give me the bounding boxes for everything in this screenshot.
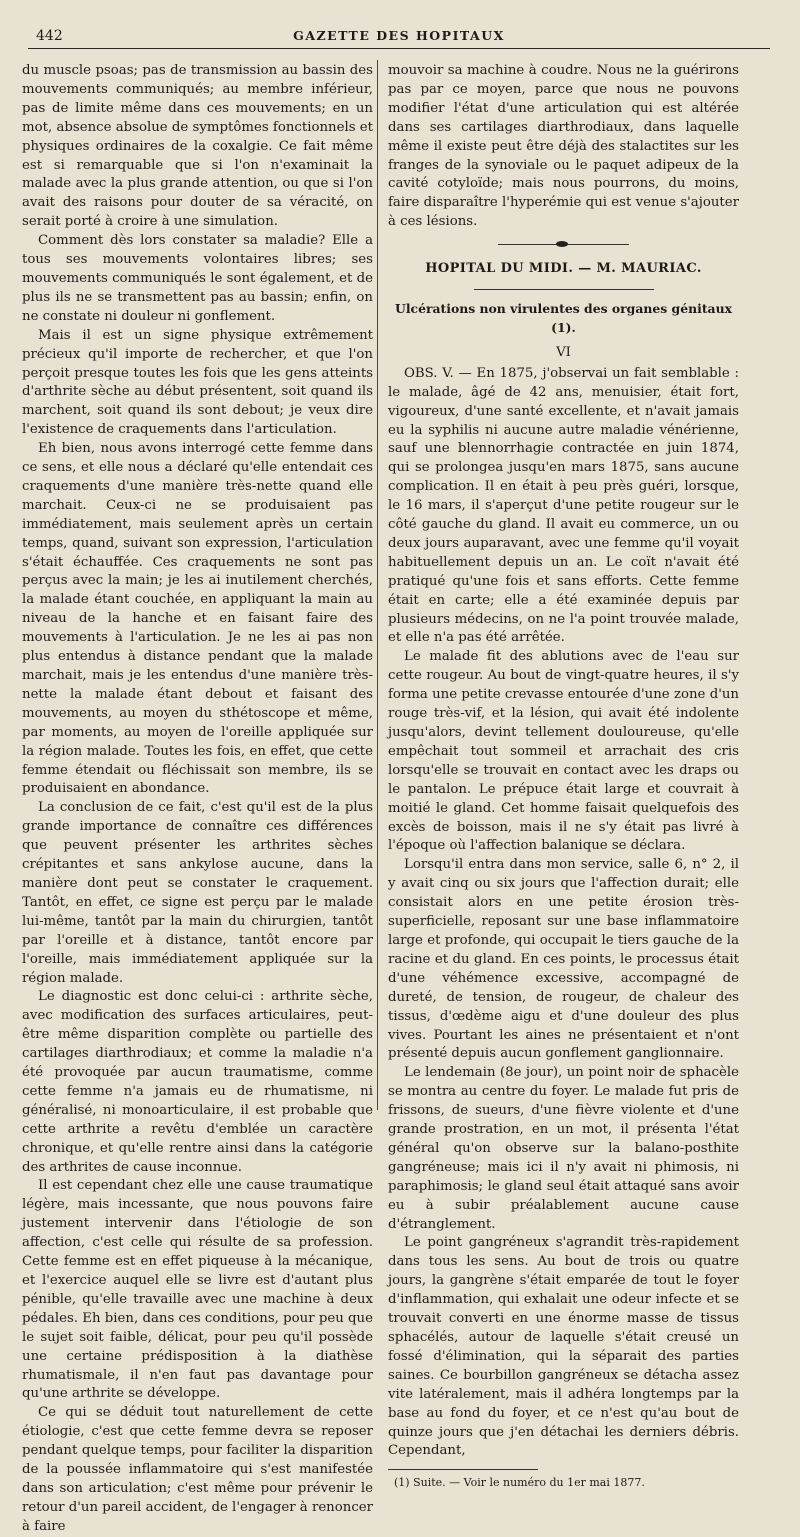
paragraph: Comment dès lors constater sa maladie? Elle a tous ses mouvements volontaires libres; ses mouvements communiqués le sont également, et de plus ils ne se transmettent pas au bassin; enfin, on ne constate ni douleur ni gonflement. (22, 233, 373, 324)
paragraph: Ce qui se déduit tout naturellement de cette étiologie, c'est que cette femme devra se reposer pendant quelque temps, pour faciliter la disparition de la poussée inflammatoire qui s'est manifestée dans son articulation; c'est même pour prévenir le retour d'un pareil accident, de l'engager à renoncer à faire (22, 1405, 373, 1534)
paragraph: Le diagnostic est donc celui-ci : arthrite sèche, avec modification des surfaces articulaires, peut-être même disparition complète ou partielle des cartilages diarthrodiaux; et comme la maladie n'a été provoquée par aucun traumatisme, comme cette femme n'a jamais eu de rhumatisme, ni généralisé, ni monoarticulaire, il est probable que cette arthrite a revêtu d'emblée un caractère chronique, et qu'elle rentre ainsi dans la catégorie des arthrites de cause inconnue. (22, 989, 373, 1175)
footnote: (1) Suite. — Voir le numéro du 1er mai 1877. (394, 1476, 645, 1490)
section-number: VI (556, 344, 571, 360)
paragraph: du muscle psoas; pas de transmission au bassin des mouvements communiqués; au membre inférieur, pas de limite même dans ces mouvements; en un mot, absence absolue de symptômes fonctionnels et physiques ordinaires de la coxalgie. Ce fait même est si remarquable que si l'on n'examinait la malade avec la plus grande attention, ou que si l'on avait des raisons pour douter de sa véracité, on serait porté à croire à une simulation. (22, 63, 373, 230)
column-divider (377, 60, 378, 1110)
footnote-rule (388, 1469, 538, 1470)
paragraph: Lorsqu'il entra dans mon service, salle 6, n° 2, il y avait cinq ou six jours que l'affection durait; elle consistait alors en une petite érosion très-superficielle, reposant sur une base inflammatoire large et profonde, qui occupait le tiers gauche de la racine et du gland. En ces points, le processus était d'une véhémence excessive, accompagné de dureté, de tension, de rougeur, de chaleur des tissus, d'œdème aigu et d'une douleur des plus vives. Pourtant les aines ne présentaient et n'ont présenté depuis aucun gonflement ganglionnaire. (388, 857, 739, 1062)
heading-rule (474, 289, 654, 290)
paragraph: mouvoir sa machine à coudre. Nous ne la guérirons pas par ce moyen, parce que nous ne pouvons modifier l'état d'une articulation qui est altérée dans ses cartilages diarthrodiaux, dans laquelle même il existe peut être déjà des stalactites sur les franges de la synoviale ou le paquet adipeux de la cavité cotyloïde; mais nous pourrons, du moins, faire disparaître l'hyperémie qui est venue s'ajouter à ces lésions. (388, 63, 739, 230)
paragraph: Mais il est un signe physique extrêmement précieux qu'il importe de rechercher, et que l'on perçoit presque toutes les fois que les gens atteints d'arthrite sèche au début présentent, soit quand ils marchent, soit quand ils sont debout; je veux dire l'existence de craquements dans l'articulation. (22, 327, 373, 438)
left-column (22, 62, 373, 1537)
page-header (30, 26, 768, 48)
hospital-heading: HOPITAL DU MIDI. — M. MAURIAC. (425, 261, 702, 277)
paragraph: Eh bien, nous avons interrogé cette femme dans ce sens, et elle nous a déclaré qu'elle entendait ces craquements d'une manière très-nette quand elle marchait. Ceux-ci ne se produisaient pas immédiatement, mais seulement après un certain temps, quand, suivant son expression, l'articulation s'était échauffée. Ces craquements ne sont pas perçus avec la main; je les ai inutilement cherchés, la malade étant couchée, en appliquant la main au niveau de la hanche et en faisant faire des mouvements à l'articulation. Je ne les ai pas non plus entendus à distance pendant que la malade marchait, mais je les entendus d'une manière très-nette la malade étant debout et faisant des mouvements, au moyen du sthétoscope et même, par moments, au moyen de l'oreille appliquée sur la région malade. Toutes les fois, en effet, que cette femme étendait ou fléchissait son membre, ils se produisaient en abondance. (22, 441, 373, 797)
paragraph: Il est cependant chez elle une cause traumatique légère, mais incessante, que nous pouvons faire justement intervenir dans l'étiologie de son affection, c'est celle qui résulte de sa profession. Cette femme est en effet piqueuse à la mécanique, et l'exercice auquel elle se livre est d'autant plus pénible, qu'elle travaille avec une machine à deux pédales. Eh bien, dans ces conditions, pour peu que le sujet soit faible, délicat, pour peu qu'il possède une certaine prédisposition à la diathèse rhumatismale, il n'en faut pas davantage pour qu'une arthrite se développe. (22, 1178, 373, 1402)
article-title: Ulcérations non virulentes des organes génitaux (1). (395, 301, 732, 335)
paragraph: La conclusion de ce fait, c'est qu'il est de la plus grande importance de connaître ces différences que peuvent présenter les arthrites sèches crépitantes et sans ankylose aucune, dans la manière dont peut se constater le craquement. Tantôt, en effet, ce signe est perçu par le malade lui-même, tantôt par la main du chirurgien, tantôt par l'oreille et à distance, tantôt encore par l'oreille, mais immédiatement appliquée sur la région malade. (22, 800, 373, 986)
masthead: GAZETTE DES HOPITAUX (293, 28, 505, 43)
paragraph: OBS. V. — En 1875, j'observai un fait semblable : le malade, âgé de 42 ans, menuisier, était fort, vigoureux, d'une santé excellente, et n'avait jamais eu la syphilis ni aucune autre maladie vénérienne, sauf une blennorrhagie contractée en juin 1874, qui se prolongea jusqu'en mars 1875, sans aucune complication. Il en était à peu près guéri, lorsque, le 16 mars, il s'aperçut d'une petite rougeur sur le côté gauche du gland. Il avait eu commerce, un ou deux jours auparavant, avec une femme qu'il voyait habituellement depuis un an. Le coït n'avait été pratiqué qu'une fois et sans efforts. Cette femme était en carte; elle a été examinée depuis par plusieurs médecins, on ne l'a point trouvée malade, et elle n'a pas été arrêtée. (388, 365, 739, 646)
paragraph: Le point gangréneux s'agrandit très-rapidement dans tous les sens. Au bout de trois ou quatre jours, la gangrène s'était emparée de tout le foyer d'inflammation, qui exhalait une odeur infecte et se trouvait converti en une énorme masse de tissus sphacélés, autour de laquelle s'était creusé un fossé d'élimination, qui la séparait des parties saines. Ce bourbillon gangréneux se détacha assez vite latéralement, mais il adhéra longtemps par la base au fond du foyer, et ce n'est qu'au bout de quinze jours que j'en détachai les derniers débris. Cependant, (388, 1235, 739, 1459)
paragraph: Le malade fit des ablutions avec de l'eau sur cette rougeur. Au bout de vingt-quatre heures, il s'y forma une petite crevasse entourée d'une zone d'un rouge très-vif, et la lésion, qui avait été indolente jusqu'alors, devint tellement douloureuse, qu'elle empêchait tout sommeil et arrachait des cris lorsqu'elle se trouvait en contact avec les draps ou le pantalon. Le prépuce était large et couvrait à moitié le gland. Cet homme faisait quelquefois des excès de boisson, mais il ne s'y était pas livré à l'époque où l'affection balanique se déclara. (388, 649, 739, 854)
header-rule (28, 48, 770, 49)
section-separator (388, 238, 739, 252)
right-column (388, 62, 739, 1490)
separator-ornament (556, 241, 568, 247)
paragraph: Le lendemain (8e jour), un point noir de sphacèle se montra au centre du foyer. Le malade fut pris de frissons, de sueurs, d'une fièvre violente et d'une grande prostration, en un mot, il présenta l'état général qu'on observe sur la balano-posthite gangréneuse; mais ici il n'y avait ni phimosis, ni paraphimosis; le gland seul était attaqué sans avoir eu à subir préalablement aucune cause d'étranglement. (388, 1065, 739, 1232)
page-number: 442 (36, 28, 63, 44)
